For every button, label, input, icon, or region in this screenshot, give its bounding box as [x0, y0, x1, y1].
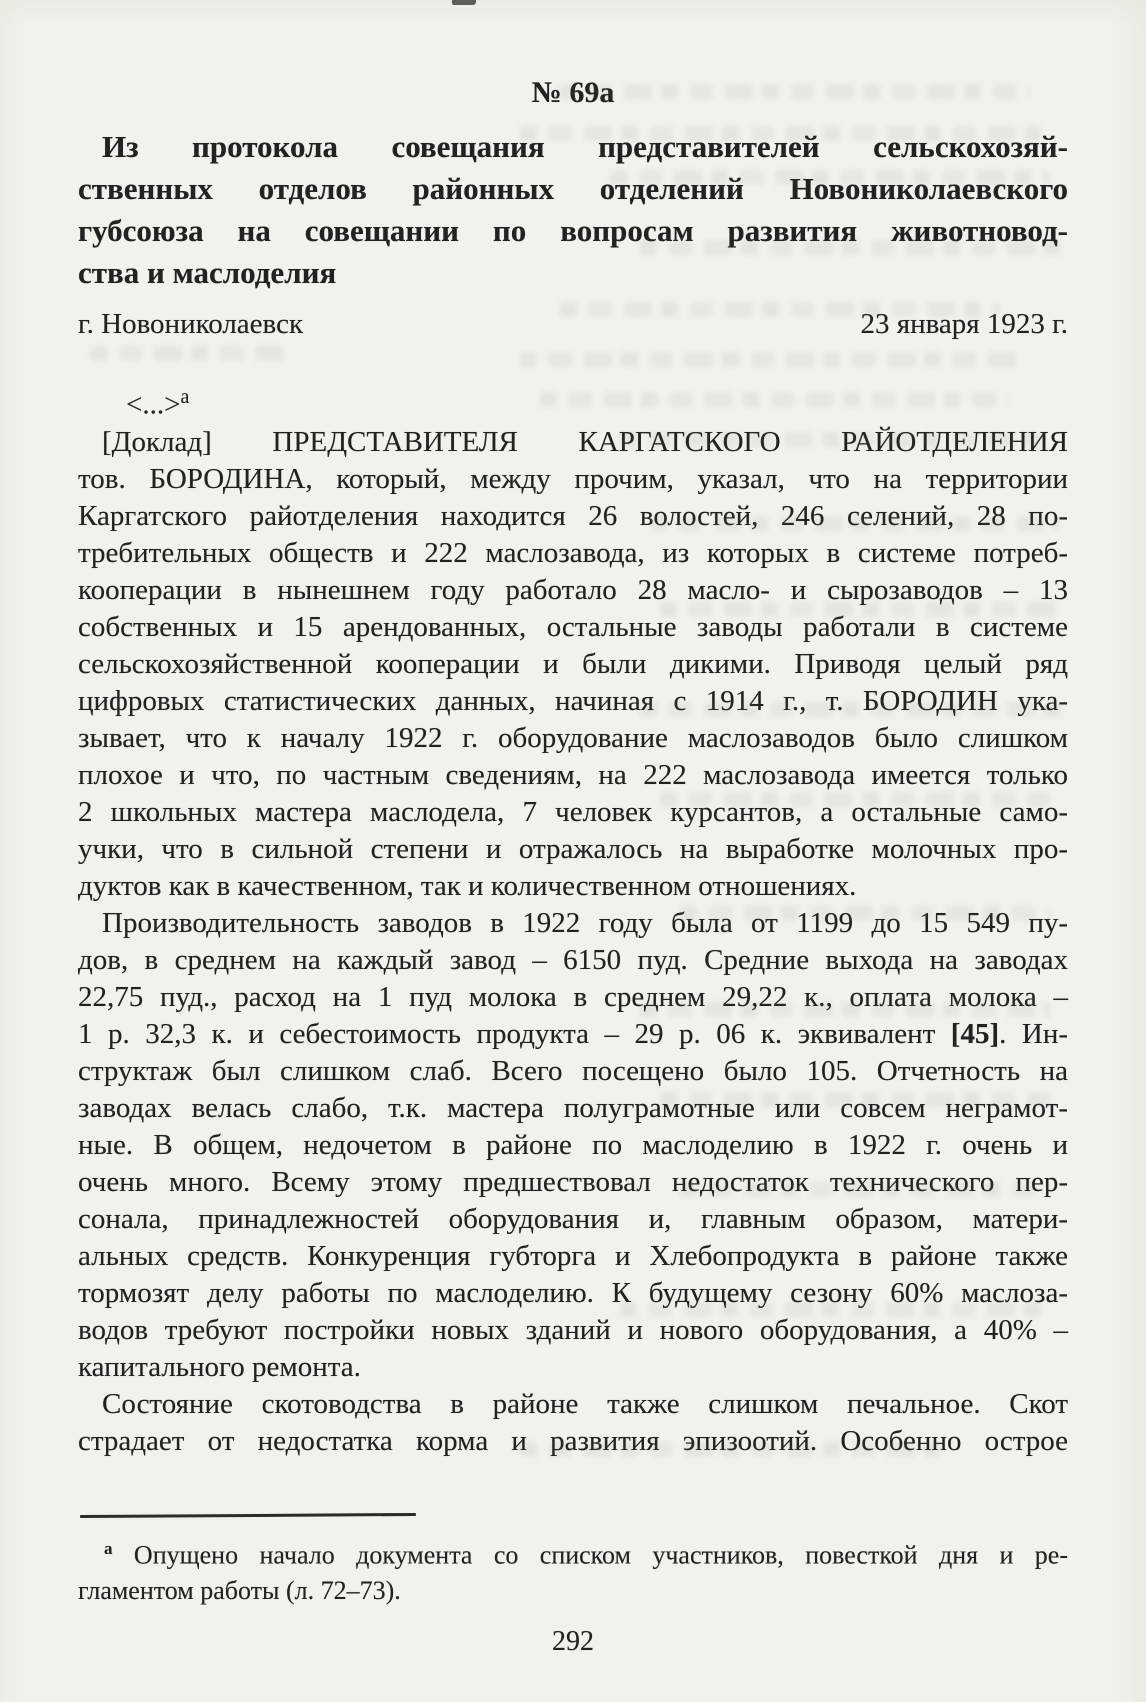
body-line: страдает от недостатка корма и развития эпизоотий. Особенно острое — [78, 1424, 1068, 1457]
title-line: Из протокола совещания представителей сельскохозяй- — [102, 129, 1068, 164]
body-line: заводах велась слабо, т.к. мастера полуграмотные или совсем неграмот- — [78, 1091, 1068, 1124]
title-line: ства и маслоделия — [78, 255, 337, 290]
body-line: сельскохозяйственной кооперации и были дикими. Приводя целый ряд — [78, 647, 1068, 680]
body-line: Состояние скотоводства в районе также слишком печальное. Скот — [102, 1387, 1068, 1420]
body-line: сонала, принадлежностей оборудования и, главным образом, матери- — [78, 1202, 1068, 1235]
footnote-rule — [80, 1513, 416, 1518]
body-line: [Доклад] ПРЕДСТАВИТЕЛЯ КАРГАТСКОГО РАЙОТДЕЛЕНИЯ — [102, 425, 1068, 458]
body-line: тов. БОРОДИНА, который, между прочим, указал, что на территории — [78, 462, 1068, 495]
bleed-through-artifact — [90, 346, 290, 361]
body-line: альных средств. Конкуренция губторга и Хлебопродукта в районе также — [78, 1239, 1068, 1272]
body-line: учки, что в сильной степени и отражалось на выработке молочных про- — [78, 832, 1068, 865]
footnote-reference: а — [180, 386, 190, 408]
title-line: губсоюза на совещании по вопросам развития животновод- — [78, 213, 1068, 248]
omission-mark: <...>$^а$ — [126, 386, 190, 421]
body-line: 2 школьных мастера маслодела, 7 человек курсантов, а остальные само- — [78, 795, 1068, 828]
document-title — [78, 126, 1068, 294]
footnote-line: гламентом работы (л. 72–73). — [78, 1576, 401, 1606]
body-line: требительных обществ и 222 маслозавода, из которых в системе потреб- — [78, 536, 1068, 569]
body-line: цифровых статистических данных, начиная с 1914 г., т. БОРОДИН ука- — [78, 684, 1068, 717]
body-line: дов, в среднем на каждый завод – 6150 пуд. Средние выхода на заводах — [78, 943, 1068, 976]
body-line: капитального ремонта. — [78, 1350, 361, 1383]
date: 23 января 1923 г. — [860, 308, 1068, 340]
body-line: 22,75 пуд., расход на 1 пуд молока в среднем 29,22 к., оплата молока – — [78, 980, 1068, 1013]
paragraph — [78, 424, 1068, 905]
editorial-reference: [45] — [950, 1017, 1000, 1050]
footnote-line: $^а$ Опущено начало документа со списком участников, повесткой дня и ре- — [104, 1538, 1068, 1570]
footnote-marker: а — [104, 1538, 113, 1558]
body-line: кооперации в нынешнем году работало 28 масло- и сырозаводов – 13 — [78, 573, 1068, 606]
page-number: 292 — [552, 1626, 594, 1658]
body-line: структаж был слишком слаб. Всего посещено было 105. Отчетность на — [78, 1054, 1068, 1087]
document-body — [78, 424, 1068, 1460]
body-line: 1 р. 32,3 к. и себестоимость продукта – 29 р. 06 к. эквивалент [45]. Ин- — [78, 1017, 1068, 1050]
document-number: № 69а — [531, 76, 615, 109]
bleed-through-artifact — [520, 352, 1020, 367]
scan-artifact — [452, 0, 476, 5]
body-line: очень много. Всему этому предшествовал недостаток технического пер- — [78, 1165, 1068, 1198]
place: г. Новониколаевск — [78, 308, 304, 340]
body-line: ные. В общем, недочетом в районе по маслоделию в 1922 г. очень и — [78, 1128, 1068, 1161]
body-line: зывает, что к началу 1922 г. оборудование маслозаводов было слишком — [78, 721, 1068, 754]
body-line: дуктов как в качественном, так и количественном отношениях. — [78, 869, 857, 902]
body-line: Производительность заводов в 1922 году была от 1199 до 15 549 пу- — [102, 906, 1068, 939]
body-line: водов требуют постройки новых зданий и нового оборудования, а 40% – — [78, 1313, 1068, 1346]
body-line: плохое и что, по частным сведениям, на 222 маслозавода имеется только — [78, 758, 1068, 791]
dateline — [78, 306, 1068, 343]
paragraph — [78, 905, 1068, 1386]
body-line: тормозят делу работы по маслоделию. К будущему сезону 60% маслоза- — [78, 1276, 1068, 1309]
title-line: ственных отделов районных отделений Новониколаевского — [78, 171, 1068, 206]
body-line: собственных и 15 арендованных, остальные заводы работали в системе — [78, 610, 1068, 643]
footnote — [78, 1531, 1068, 1610]
paragraph — [78, 1386, 1068, 1460]
body-line: Каргатского райотделения находится 26 волостей, 246 селений, 28 по- — [78, 499, 1068, 532]
